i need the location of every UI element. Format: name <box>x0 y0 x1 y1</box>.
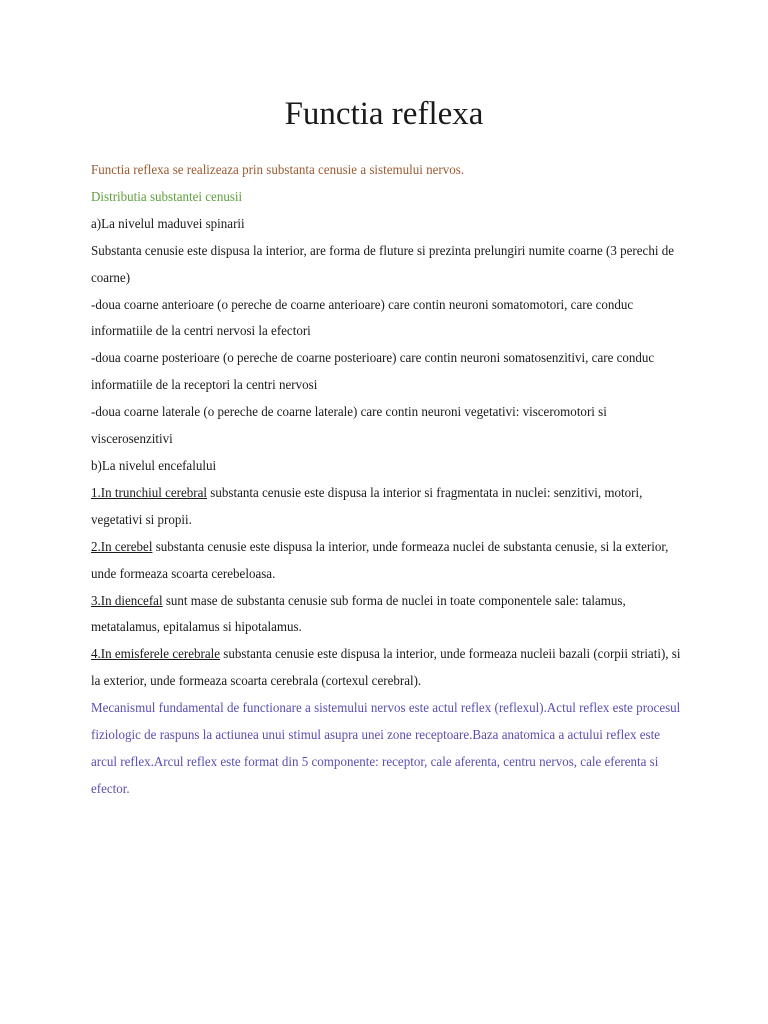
part-b-item-text: substanta cenusie este dispusa la interior si fragmentata in nuclei: senzitivi, motori, vegetativi si propii. <box>91 485 643 528</box>
part-a-heading: a)La nivelul maduvei spinarii <box>91 216 245 232</box>
part-a-item-anterior: -doua coarne anterioare (o pereche de coarne anterioare) care contin neuroni somatomotori, care conduc informatiile de la centri nervosi la efectori <box>91 297 634 340</box>
part-a-item-lateral: -doua coarne laterale (o pereche de coarne laterale) care contin neuroni vegetativi: visceromotori si viscerosenzitivi <box>91 405 607 448</box>
part-a-description: Substanta cenusie este dispusa la interior, are forma de fluture si prezinta prelungiri numite coarne (3 perechi de coarne) <box>91 243 674 286</box>
part-b-item-text: sunt mase de substanta cenusie sub forma de nuclei in toate componentele sale: talamus, metatalamus, epitalamus si hipotalamus. <box>91 593 626 636</box>
document-title: Functia reflexa <box>284 96 484 132</box>
part-b-item-text: substanta cenusie este dispusa la interior, unde formeaza nucleii bazali (corpii striati), si la exterior, unde formeaza scoarta cerebrala (cortexul cerebral). <box>91 647 681 690</box>
part-b-item-label: 2.In cerebel <box>91 539 153 555</box>
part-b-item-text: substanta cenusie este dispusa la interior, unde formeaza nuclei de substanta cenusie, si la exterior, unde formeaza scoarta cerebeloasa. <box>91 539 669 582</box>
part-b-item-label: 1.In trunchiul cerebral <box>91 485 208 501</box>
part-b-item-trunchi <box>91 481 682 535</box>
intro-paragraph: Functia reflexa se realizeaza prin substanta cenusie a sistemului nervos. <box>91 163 465 178</box>
part-b-item-emisfere <box>91 642 682 696</box>
document-body <box>91 158 682 804</box>
conclusion-paragraph: Mecanismul fundamental de functionare a sistemului nervos este actul reflex (reflexul).Actul reflex este procesul fiziologic de raspuns la actiunea unui stimul asupra unei zone receptoare.Baza anatomica a actului reflex este arcul reflex.Arcul reflex este format din 5 componente: receptor, cale aferenta, centru nervos, cale eferenta si efector. <box>91 701 681 797</box>
section-heading: Distributia substantei cenusii <box>91 189 243 205</box>
part-b-heading: b)La nivelul encefalului <box>91 458 217 474</box>
part-b-item-label: 4.In emisferele cerebrale <box>91 647 221 663</box>
part-b-item-label: 3.In diencefal <box>91 593 163 609</box>
part-a-item-posterior: -doua coarne posterioare (o pereche de coarne posterioare) care contin neuroni somatosenzitivi, care conduc informatiile de la receptori la centri nervosi <box>91 351 655 394</box>
part-b-item-diencefal <box>91 589 682 643</box>
part-b-item-cerebel <box>91 535 682 589</box>
